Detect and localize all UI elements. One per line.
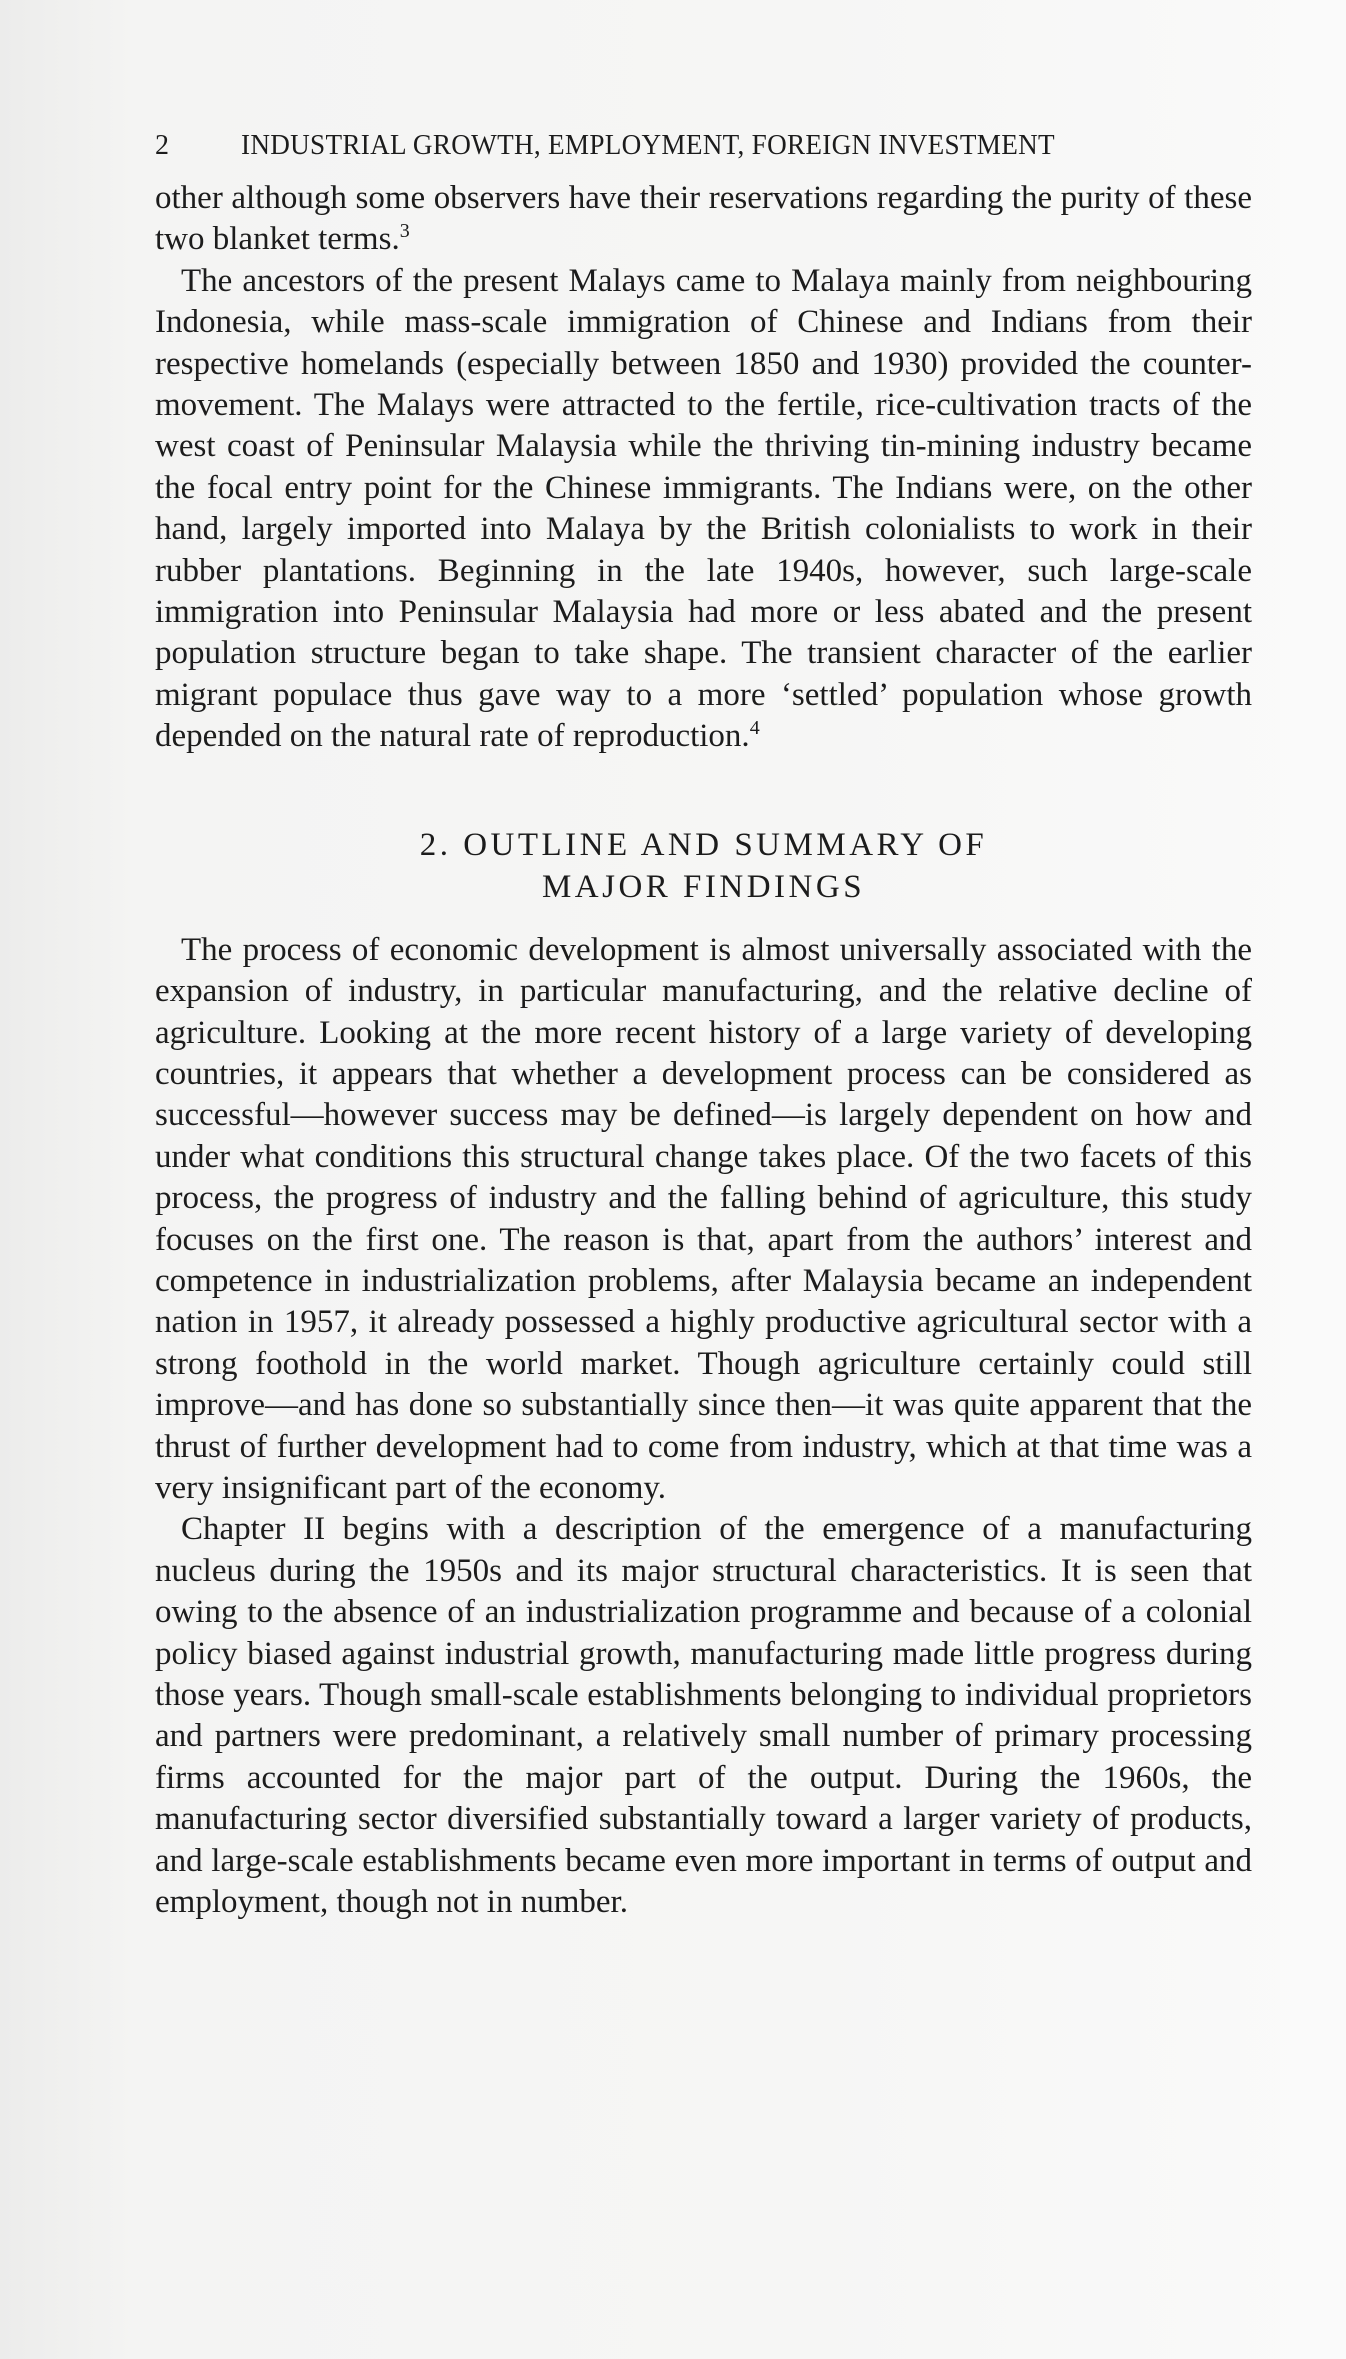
page-content (155, 130, 1252, 1923)
paragraph-text: other although some observers have their reservations regarding the purity of these two blanket terms. (155, 180, 1252, 258)
paragraph-economic-development (155, 930, 1252, 1510)
paragraph-text: The process of economic development is almost universally associated with the expansion of industry, in particular manufacturing, and the relative decline of agriculture. Looking at the more recent history of a large variety of developing countries, it appears that whether a development process can be considered as successful—however success may be defined—is largely dependent on how and under what conditions this structural change takes place. Of the two facets of this process, the progress of industry and the falling behind of agriculture, this study focuses on the first one. The reason is that, apart from the authors’ interest and competence in industrialization problems, after Malaysia became an independent nation in 1957, it already possessed a highly productive agricultural sector with a strong foothold in the world market. Though agriculture certainly could still improve—and has done so substantially since then—it was quite apparent that the thrust of further development had to come from industry, which at that time was a very insignificant part of the economy. (155, 931, 1252, 1506)
running-head-title: INDUSTRIAL GROWTH, EMPLOYMENT, FOREIGN INVESTMENT (241, 130, 1055, 161)
paragraph-continuation (155, 178, 1252, 261)
paragraph-population-history (155, 261, 1252, 758)
page-number: 2 (155, 130, 170, 161)
paragraph-chapter-two-summary (155, 1509, 1252, 1923)
running-head (155, 130, 1252, 172)
footnote-marker: 3 (399, 220, 410, 243)
paragraph-text: The ancestors of the present Malays came to Malaya mainly from neighbouring Indonesia, while mass-scale immigration of Chinese and Indians from their respective homelands (especially between 1850 and 1930) provided the counter-movement. The Malays were attracted to the fertile, rice-cultivation tracts of the west coast of Peninsular Malaysia while the thriving tin-mining industry became the focal entry point for the Chinese immigrants. The Indians were, on the other hand, largely imported into Malaya by the British colonialists to work in their rubber plantations. Beginning in the late 1940s, however, such large-scale immigration into Peninsular Malaysia had more or less abated and the present population structure began to take shape. The transient character of the earlier migrant populace thus gave way to a more ‘settled’ population whose growth depended on the natural rate of reproduction. (155, 262, 1252, 755)
section-heading-line-1: 2. OUTLINE AND SUMMARY OF (419, 826, 988, 863)
footnote-marker: 4 (749, 717, 760, 740)
paragraph-text: Chapter II begins with a description of the emergence of a manufacturing nucleus during the 1950s and its major structural characteristics. It is seen that owing to the absence of an industrialization programme and because of a colonial policy biased against industrial growth, manufacturing made little progress during those years. Though small-scale establishments belonging to individual proprietors and partners were predominant, a relatively small number of primary processing firms accounted for the major part of the output. During the 1960s, the manufacturing sector diversified substantially toward a larger variety of products, and large-scale establishments became even more important in terms of output and employment, though not in number. (155, 1511, 1252, 1921)
section-heading (155, 824, 1252, 908)
section-heading-line-2: MAJOR FINDINGS (541, 868, 866, 905)
